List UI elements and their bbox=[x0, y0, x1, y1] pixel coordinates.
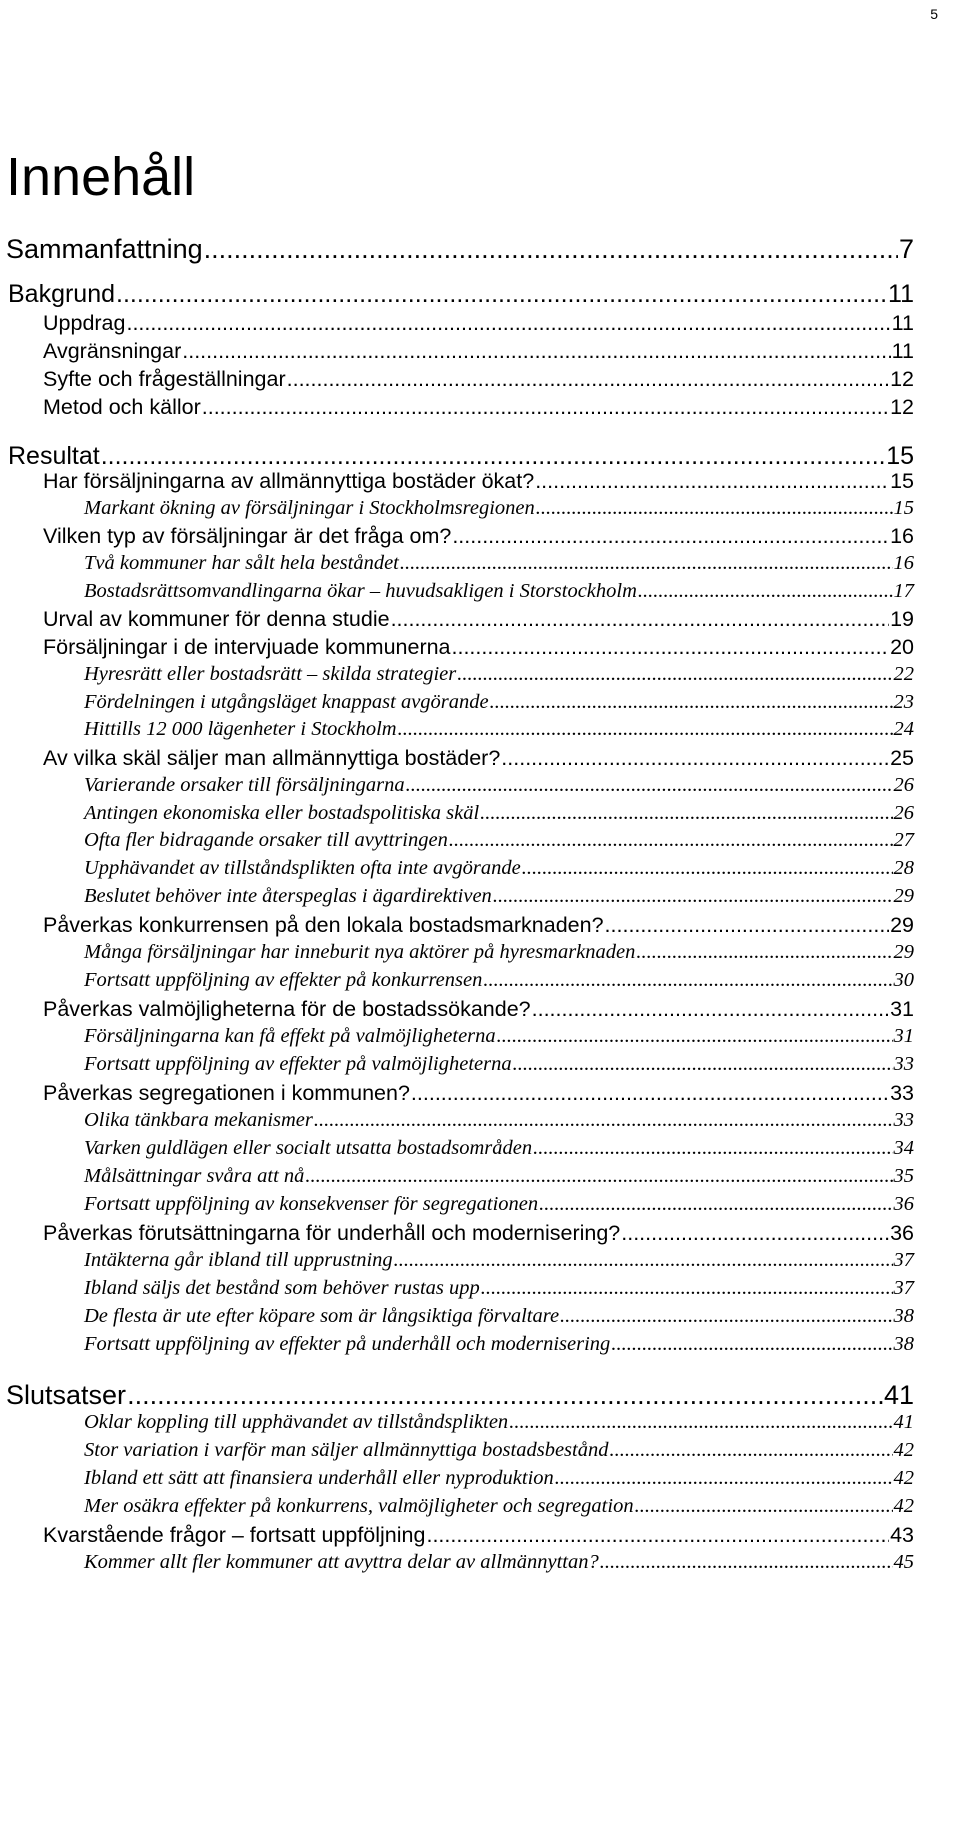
toc-leader-dots bbox=[411, 1081, 889, 1106]
toc-entry-page: 29 bbox=[893, 885, 914, 907]
toc-leader-dots bbox=[636, 941, 892, 964]
toc-entry-title: Antingen ekonomiska eller bostadspolitiska skäl bbox=[84, 802, 480, 824]
toc-entry-title: Syfte och frågeställningar bbox=[43, 367, 286, 391]
toc-entry[interactable] bbox=[84, 552, 914, 575]
toc-entry[interactable] bbox=[43, 1221, 914, 1246]
toc-leader-dots bbox=[305, 1165, 892, 1188]
toc-entry[interactable] bbox=[84, 857, 914, 880]
toc-leader-dots bbox=[287, 367, 889, 392]
toc-leader-dots bbox=[202, 395, 889, 420]
toc-entry[interactable] bbox=[43, 395, 914, 420]
toc-entry-page: 16 bbox=[890, 524, 914, 548]
toc-leader-dots bbox=[490, 691, 893, 714]
toc-entry-page: 26 bbox=[893, 774, 914, 796]
toc-entry-title: Kvarstående frågor – fortsatt uppföljning bbox=[43, 1523, 426, 1547]
toc-entry-title: Kommer allt fler kommuner att avyttra delar av allmännyttan? bbox=[84, 1551, 599, 1573]
toc-entry-page: 15 bbox=[893, 497, 914, 519]
toc-entry-title: Avgränsningar bbox=[43, 339, 182, 363]
toc-entry[interactable] bbox=[84, 1137, 914, 1160]
toc-entry-page: 38 bbox=[893, 1305, 914, 1327]
toc-entry[interactable] bbox=[84, 1333, 914, 1356]
toc-entry-title: Uppdrag bbox=[43, 311, 126, 335]
toc-entry[interactable] bbox=[8, 280, 914, 309]
toc-leader-dots bbox=[611, 1333, 892, 1356]
toc-entry-page: 20 bbox=[890, 635, 914, 659]
toc-entry-title: Olika tänkbara mekanismer bbox=[84, 1109, 313, 1131]
toc-entry-title: Påverkas segregationen i kommunen? bbox=[43, 1081, 410, 1105]
toc-leader-dots bbox=[314, 1109, 893, 1132]
toc-entry-page: 29 bbox=[893, 941, 914, 963]
toc-entry[interactable] bbox=[84, 1439, 914, 1462]
toc-leader-dots bbox=[560, 1305, 892, 1328]
toc-entry-title: Urval av kommuner för denna studie bbox=[43, 607, 390, 631]
toc-entry[interactable] bbox=[84, 1109, 914, 1132]
toc-entry-page: 33 bbox=[890, 1081, 914, 1105]
toc-leader-dots bbox=[400, 552, 893, 575]
toc-leader-dots bbox=[533, 1137, 892, 1160]
toc-entry-page: 42 bbox=[893, 1467, 914, 1489]
toc-leader-dots bbox=[501, 746, 889, 771]
toc-entry-title: Varken guldlägen eller socialt utsatta bostadsområden bbox=[84, 1137, 533, 1159]
toc-entry-page: 15 bbox=[890, 469, 914, 493]
toc-entry[interactable] bbox=[43, 607, 914, 632]
toc-entry[interactable] bbox=[43, 339, 914, 364]
toc-leader-dots bbox=[609, 1439, 892, 1462]
toc-entry[interactable] bbox=[84, 885, 914, 908]
toc-leader-dots bbox=[509, 1411, 892, 1434]
toc-leader-dots bbox=[497, 1025, 893, 1048]
toc-entry-page: 37 bbox=[893, 1277, 914, 1299]
toc-entry-title: Fördelningen i utgångsläget knappast avgörande bbox=[84, 691, 489, 713]
toc-entry[interactable] bbox=[43, 913, 914, 938]
toc-leader-dots bbox=[127, 1380, 883, 1411]
toc-leader-dots bbox=[126, 311, 890, 336]
toc-entry-page: 28 bbox=[893, 857, 914, 879]
toc-entry[interactable] bbox=[84, 1495, 914, 1518]
toc-leader-dots bbox=[449, 829, 893, 852]
toc-entry[interactable] bbox=[43, 1523, 914, 1548]
toc-entry-title: Oklar koppling till upphävandet av tillståndsplikten bbox=[84, 1411, 509, 1433]
toc-entry[interactable] bbox=[43, 367, 914, 392]
toc-entry[interactable] bbox=[84, 774, 914, 797]
toc-entry-page: 11 bbox=[891, 311, 914, 335]
toc-entry[interactable] bbox=[84, 941, 914, 964]
toc-entry-title: Ibland säljs det bestånd som behöver rustas upp bbox=[84, 1277, 480, 1299]
toc-entry-title: Hyresrätt eller bostadsrätt – skilda strategier bbox=[84, 663, 457, 685]
toc-entry-page: 41 bbox=[883, 1380, 914, 1410]
toc-entry-title: De flesta är ute efter köpare som är långsiktiga förvaltare bbox=[84, 1305, 560, 1327]
toc-entry[interactable] bbox=[84, 802, 914, 825]
toc-entry-page: 31 bbox=[890, 997, 914, 1021]
toc-entry-title: Ofta fler bidragande orsaker till avyttringen bbox=[84, 829, 448, 851]
toc-entry[interactable] bbox=[84, 1551, 914, 1574]
toc-entry-page: 12 bbox=[890, 367, 914, 391]
toc-entry-title: Ibland ett sätt att finansiera underhåll eller nyproduktion bbox=[84, 1467, 554, 1489]
toc-entry[interactable] bbox=[84, 718, 914, 741]
toc-entry-page: 33 bbox=[893, 1109, 914, 1131]
toc-leader-dots bbox=[621, 1221, 889, 1246]
toc-entry-title: Slutsatser bbox=[6, 1380, 127, 1410]
toc-entry[interactable] bbox=[84, 829, 914, 852]
toc-entry[interactable] bbox=[84, 497, 914, 520]
toc-entry[interactable] bbox=[84, 1411, 914, 1434]
toc-entry-title: Försäljningarna kan få effekt på valmöjligheterna bbox=[84, 1025, 496, 1047]
toc-entry-page: 24 bbox=[893, 718, 914, 740]
toc-entry-page: 45 bbox=[893, 1551, 914, 1573]
toc-entry-page: 7 bbox=[898, 234, 914, 264]
toc-leader-dots bbox=[532, 997, 889, 1022]
toc-entry-page: 34 bbox=[893, 1137, 914, 1159]
toc-leader-dots bbox=[481, 1277, 893, 1300]
toc-entry-title: Påverkas konkurrensen på den lokala bostadsmarknaden? bbox=[43, 913, 604, 937]
toc-entry-title: Stor variation i varför man säljer allmännyttiga bostadsbestånd bbox=[84, 1439, 609, 1461]
toc-leader-dots bbox=[398, 718, 893, 741]
toc-leader-dots bbox=[452, 524, 889, 549]
toc-entry[interactable] bbox=[8, 442, 914, 471]
toc-entry-title: Två kommuner har sålt hela beståndet bbox=[84, 552, 399, 574]
toc-leader-dots bbox=[394, 1249, 893, 1272]
toc-entry-page: 41 bbox=[893, 1411, 914, 1433]
page-title: Innehåll bbox=[6, 147, 196, 207]
toc-entry-title: Resultat bbox=[8, 442, 100, 470]
toc-entry-page: 15 bbox=[886, 442, 914, 470]
toc-leader-dots bbox=[391, 607, 890, 632]
toc-leader-dots bbox=[116, 280, 887, 309]
toc-leader-dots bbox=[522, 857, 893, 880]
toc-entry[interactable] bbox=[43, 311, 914, 336]
toc-entry-page: 19 bbox=[890, 607, 914, 631]
toc-entry[interactable] bbox=[84, 1467, 914, 1490]
toc-entry-title: Mer osäkra effekter på konkurrens, valmöjligheter och segregation bbox=[84, 1495, 634, 1517]
toc-entry-page: 31 bbox=[893, 1025, 914, 1047]
toc-entry-page: 42 bbox=[893, 1439, 914, 1461]
toc-entry-title: Bakgrund bbox=[8, 280, 116, 308]
toc-leader-dots bbox=[638, 580, 893, 603]
toc-entry[interactable] bbox=[84, 1193, 914, 1216]
toc-entry-page: 16 bbox=[893, 552, 914, 574]
toc-entry-title: Påverkas valmöjligheterna för de bostadssökande? bbox=[43, 997, 531, 1021]
toc-entry[interactable] bbox=[43, 1081, 914, 1106]
toc-entry-page: 26 bbox=[893, 802, 914, 824]
toc-entry[interactable] bbox=[84, 1305, 914, 1328]
toc-entry-page: 36 bbox=[890, 1221, 914, 1245]
toc-leader-dots bbox=[452, 635, 890, 660]
toc-entry-title: Försäljningar i de intervjuade kommunerna bbox=[43, 635, 451, 659]
toc-entry-title: Hittills 12 000 lägenheter i Stockholm bbox=[84, 718, 397, 740]
toc-entry-title: Målsättningar svåra att nå bbox=[84, 1165, 305, 1187]
toc-entry[interactable] bbox=[43, 997, 914, 1022]
toc-entry[interactable] bbox=[84, 663, 914, 686]
toc-entry-page: 11 bbox=[891, 339, 914, 363]
toc-entry[interactable] bbox=[84, 1165, 914, 1188]
toc-entry-title: Varierande orsaker till försäljningarna bbox=[84, 774, 405, 796]
toc-leader-dots bbox=[182, 339, 890, 364]
toc-entry-title: Bostadsrättsomvandlingarna ökar – huvudsakligen i Storstockholm bbox=[84, 580, 637, 602]
toc-entry-title: Beslutet behöver inte återspeglas i ägardirektiven bbox=[84, 885, 492, 907]
toc-leader-dots bbox=[457, 663, 892, 686]
toc-leader-dots bbox=[426, 1523, 889, 1548]
toc-leader-dots bbox=[101, 442, 885, 471]
toc-entry[interactable] bbox=[84, 580, 914, 603]
toc-leader-dots bbox=[555, 1467, 893, 1490]
toc-entry-title: Upphävandet av tillståndsplikten ofta inte avgörande bbox=[84, 857, 521, 879]
toc-entry-page: 17 bbox=[893, 580, 914, 602]
toc-entry[interactable] bbox=[6, 1380, 914, 1411]
toc-leader-dots bbox=[539, 1193, 892, 1216]
toc-entry[interactable] bbox=[43, 469, 914, 494]
toc-entry-title: Av vilka skäl säljer man allmännyttiga bostäder? bbox=[43, 746, 501, 770]
toc-entry-title: Sammanfattning bbox=[6, 234, 203, 264]
toc-entry-title: Påverkas förutsättningarna för underhåll och modernisering? bbox=[43, 1221, 621, 1245]
toc-entry[interactable] bbox=[6, 234, 914, 265]
toc-leader-dots bbox=[483, 969, 892, 992]
toc-leader-dots bbox=[600, 1551, 893, 1574]
toc-entry-page: 25 bbox=[890, 746, 914, 770]
toc-entry-page: 27 bbox=[893, 829, 914, 851]
toc-entry-title: Har försäljningarna av allmännyttiga bostäder ökat? bbox=[43, 469, 535, 493]
toc-leader-dots bbox=[204, 234, 898, 265]
toc-entry-title: Vilken typ av försäljningar är det fråga om? bbox=[43, 524, 452, 548]
toc-entry-page: 35 bbox=[893, 1165, 914, 1187]
toc-entry[interactable] bbox=[84, 1053, 914, 1076]
toc-entry[interactable] bbox=[43, 524, 914, 549]
toc-entry-page: 29 bbox=[890, 913, 914, 937]
toc-entry-page: 12 bbox=[890, 395, 914, 419]
toc-entry-page: 22 bbox=[893, 663, 914, 685]
toc-entry-page: 36 bbox=[893, 1193, 914, 1215]
toc-entry-page: 43 bbox=[890, 1523, 914, 1547]
toc-entry-title: Markant ökning av försäljningar i Stockholmsregionen bbox=[84, 497, 535, 519]
toc-leader-dots bbox=[493, 885, 893, 908]
toc-entry-title: Fortsatt uppföljning av effekter på konkurrensen bbox=[84, 969, 483, 991]
toc-entry-title: Fortsatt uppföljning av effekter på underhåll och modernisering bbox=[84, 1333, 611, 1355]
toc-entry-page: 42 bbox=[893, 1495, 914, 1517]
toc-entry-title: Fortsatt uppföljning av effekter på valmöjligheterna bbox=[84, 1053, 512, 1075]
toc-entry-page: 30 bbox=[893, 969, 914, 991]
toc-entry-title: Fortsatt uppföljning av konsekvenser för segregationen bbox=[84, 1193, 539, 1215]
toc-leader-dots bbox=[535, 469, 889, 494]
toc-entry-title: Många försäljningar har inneburit nya aktörer på hyresmarknaden bbox=[84, 941, 636, 963]
toc-entry[interactable] bbox=[84, 1025, 914, 1048]
toc-entry[interactable] bbox=[84, 1277, 914, 1300]
toc-entry[interactable] bbox=[43, 635, 914, 660]
toc-entry-page: 23 bbox=[893, 691, 914, 713]
toc-entry-page: 37 bbox=[893, 1249, 914, 1271]
toc-leader-dots bbox=[513, 1053, 893, 1076]
toc-entry-page: 11 bbox=[888, 280, 914, 308]
toc-leader-dots bbox=[406, 774, 893, 797]
toc-entry-page: 33 bbox=[893, 1053, 914, 1075]
toc-entry[interactable] bbox=[84, 969, 914, 992]
toc-entry-page: 38 bbox=[893, 1333, 914, 1355]
toc-leader-dots bbox=[536, 497, 893, 520]
toc-entry-title: Metod och källor bbox=[43, 395, 201, 419]
toc-entry-title: Intäkterna går ibland till upprustning bbox=[84, 1249, 393, 1271]
toc-entry[interactable] bbox=[43, 746, 914, 771]
toc-leader-dots bbox=[605, 913, 890, 938]
page-number: 5 bbox=[930, 6, 938, 22]
toc-leader-dots bbox=[635, 1495, 893, 1518]
toc-leader-dots bbox=[480, 802, 892, 825]
toc-entry[interactable] bbox=[84, 1249, 914, 1272]
toc-entry[interactable] bbox=[84, 691, 914, 714]
